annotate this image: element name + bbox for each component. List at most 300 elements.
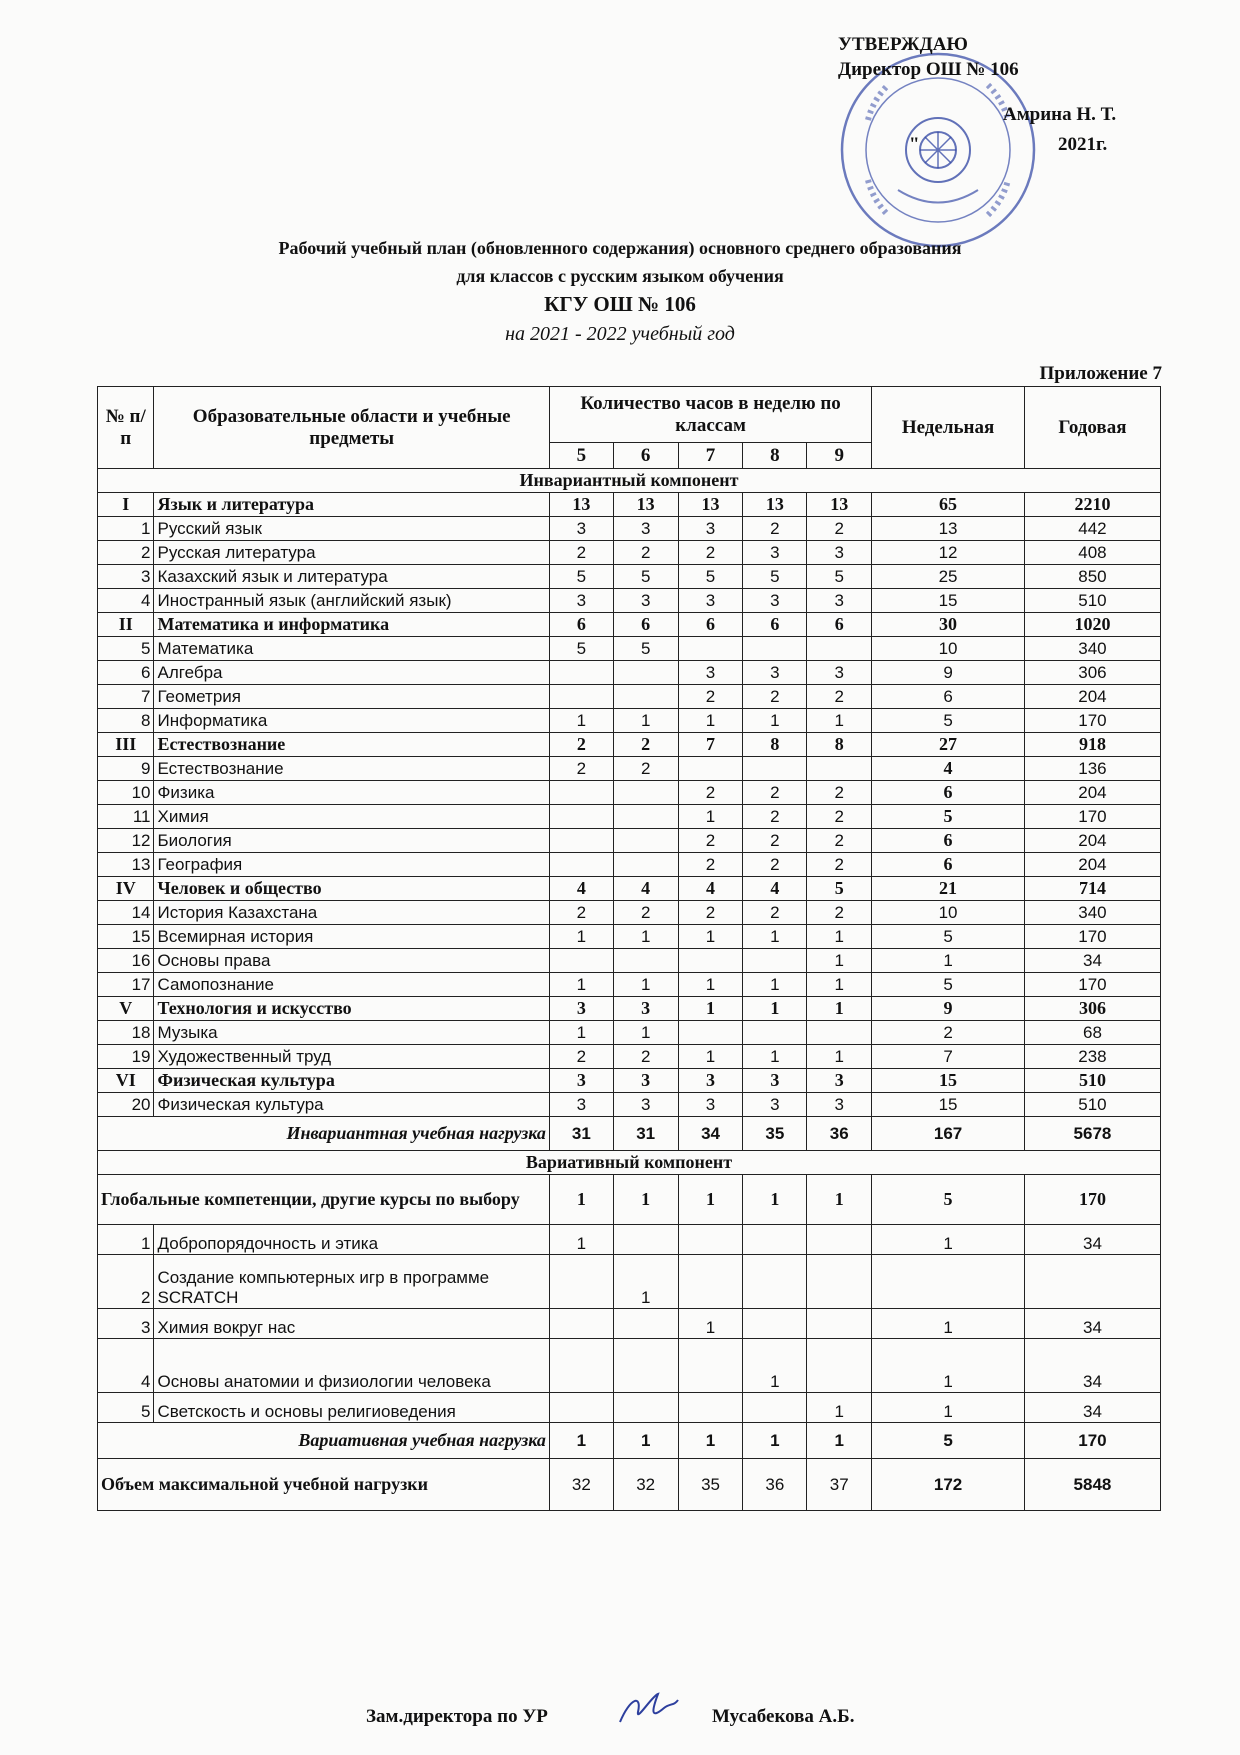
grade-hours-cell: 3 — [678, 1093, 743, 1117]
weekly-total-cell: 2 — [872, 1021, 1025, 1045]
grade-hours-cell: 3 — [613, 517, 678, 541]
weekly-total-cell: 5 — [872, 805, 1025, 829]
grade-hours-cell — [743, 637, 807, 661]
row-number: 19 — [98, 1045, 154, 1069]
grade-hours-cell — [743, 949, 807, 973]
grade-hours-cell: 2 — [678, 901, 743, 925]
header-annual: Годовая — [1024, 387, 1160, 469]
weekly-total-cell: 12 — [872, 541, 1025, 565]
subject-name: Создание компьютерных игр в программе SCRATCH — [154, 1255, 549, 1309]
weekly-total-cell: 10 — [872, 637, 1025, 661]
subject-name: Светскость и основы религиоведения — [154, 1393, 549, 1423]
subject-name: Алгебра — [154, 661, 549, 685]
weekly-total-cell: 9 — [872, 661, 1025, 685]
grade-hours-cell: 1 — [613, 1255, 678, 1309]
row-number: 11 — [98, 805, 154, 829]
subject-row — [98, 661, 1161, 685]
annual-total-cell: 170 — [1024, 805, 1160, 829]
footer-name: Мусабекова А.Б. — [712, 1706, 855, 1727]
grade-hours-cell — [549, 853, 613, 877]
grade-hours-cell: 35 — [678, 1459, 743, 1511]
row-number: I — [98, 493, 154, 517]
annual-total-cell — [1024, 1255, 1160, 1309]
grade-hours-cell: 1 — [549, 1021, 613, 1045]
subject-name: Химия вокруг нас — [154, 1309, 549, 1339]
grade-hours-cell: 1 — [678, 709, 743, 733]
weekly-total-cell: 21 — [872, 877, 1025, 901]
grade-hours-cell: 1 — [743, 1423, 807, 1459]
grade-hours-cell: 2 — [549, 541, 613, 565]
grade-hours-cell: 1 — [743, 997, 807, 1021]
weekly-total-cell: 6 — [872, 829, 1025, 853]
weekly-total-cell: 167 — [872, 1117, 1025, 1151]
subject-name: История Казахстана — [154, 901, 549, 925]
weekly-total-cell: 6 — [872, 685, 1025, 709]
grade-hours-cell: 2 — [613, 541, 678, 565]
annual-total-cell: 340 — [1024, 637, 1160, 661]
elective-row — [98, 1225, 1161, 1255]
grade-hours-cell: 1 — [807, 1175, 872, 1225]
invariant-component-title: Инвариантный компонент — [98, 469, 1161, 493]
subject-name: Основы анатомии и физиологии человека — [154, 1339, 549, 1393]
grade-hours-cell: 5 — [549, 565, 613, 589]
invariant-total-label: Инвариантная учебная нагрузка — [98, 1117, 550, 1151]
grade-hours-cell: 13 — [678, 493, 743, 517]
grade-hours-cell — [549, 805, 613, 829]
annual-total-cell: 34 — [1024, 1339, 1160, 1393]
grade-hours-cell: 36 — [743, 1459, 807, 1511]
annual-total-cell: 170 — [1024, 925, 1160, 949]
row-number: V — [98, 997, 154, 1021]
row-number: IV — [98, 877, 154, 901]
subject-row — [98, 781, 1161, 805]
grade-hours-cell: 3 — [678, 517, 743, 541]
annual-total-cell: 68 — [1024, 1021, 1160, 1045]
grade-hours-cell: 2 — [743, 829, 807, 853]
grade-hours-cell: 3 — [807, 1069, 872, 1093]
weekly-total-cell — [872, 1255, 1025, 1309]
approval-title: УТВЕРЖДАЮ — [838, 34, 968, 55]
grade-hours-cell — [807, 757, 872, 781]
annual-total-cell: 714 — [1024, 877, 1160, 901]
subject-row — [98, 973, 1161, 997]
grade-hours-cell: 1 — [613, 1423, 678, 1459]
grade-hours-cell: 2 — [613, 1045, 678, 1069]
grade-hours-cell: 2 — [678, 685, 743, 709]
grade-hours-cell: 3 — [613, 589, 678, 613]
variative-total-row — [98, 1423, 1161, 1459]
header-number: № п/п — [98, 387, 154, 469]
grade-hours-cell: 2 — [743, 901, 807, 925]
grade-hours-cell — [549, 661, 613, 685]
grade-hours-cell: 1 — [807, 1423, 872, 1459]
grade-hours-cell: 3 — [807, 541, 872, 565]
grade-hours-cell — [678, 1339, 743, 1393]
row-number: 12 — [98, 829, 154, 853]
grade-hours-cell: 4 — [549, 877, 613, 901]
grade-hours-cell — [743, 1225, 807, 1255]
grade-hours-cell — [678, 1393, 743, 1423]
annual-total-cell: 306 — [1024, 661, 1160, 685]
document-title-line2: для классов с русским языком обучения — [456, 266, 784, 286]
grade-hours-cell: 2 — [549, 757, 613, 781]
annual-total-cell: 34 — [1024, 1225, 1160, 1255]
weekly-total-cell: 15 — [872, 589, 1025, 613]
subject-row — [98, 517, 1161, 541]
grade-hours-cell: 2 — [743, 685, 807, 709]
weekly-total-cell: 5 — [872, 709, 1025, 733]
elective-row — [98, 1309, 1161, 1339]
annual-total-cell: 34 — [1024, 949, 1160, 973]
grade-hours-cell: 3 — [678, 661, 743, 685]
section-row — [98, 733, 1161, 757]
grade-hours-cell — [807, 1339, 872, 1393]
variative-total-label: Вариативная учебная нагрузка — [98, 1423, 550, 1459]
header-grade: 7 — [678, 443, 743, 469]
invariant-component-title-row — [98, 469, 1161, 493]
grade-hours-cell: 3 — [807, 1093, 872, 1117]
subject-name: Информатика — [154, 709, 549, 733]
section-name: Технология и искусство — [154, 997, 549, 1021]
section-row — [98, 1069, 1161, 1093]
grade-hours-cell: 1 — [549, 1225, 613, 1255]
grade-hours-cell: 2 — [549, 1045, 613, 1069]
grade-hours-cell: 2 — [678, 781, 743, 805]
weekly-total-cell: 25 — [872, 565, 1025, 589]
grade-hours-cell: 2 — [807, 853, 872, 877]
weekly-total-cell: 1 — [872, 1339, 1025, 1393]
subject-row — [98, 757, 1161, 781]
approval-date-quote: " — [909, 134, 920, 155]
grade-hours-cell: 3 — [807, 661, 872, 685]
subject-row — [98, 1045, 1161, 1069]
invariant-total-row — [98, 1117, 1161, 1151]
section-row — [98, 613, 1161, 637]
grade-hours-cell: 4 — [678, 877, 743, 901]
grade-hours-cell: 37 — [807, 1459, 872, 1511]
grade-hours-cell — [613, 1393, 678, 1423]
annual-total-cell: 340 — [1024, 901, 1160, 925]
subject-name: Естествознание — [154, 757, 549, 781]
grade-hours-cell: 7 — [678, 733, 743, 757]
grade-hours-cell: 3 — [549, 997, 613, 1021]
subject-row — [98, 541, 1161, 565]
grade-hours-cell: 6 — [743, 613, 807, 637]
row-number: 4 — [98, 1339, 154, 1393]
weekly-total-cell: 15 — [872, 1093, 1025, 1117]
grade-hours-cell — [549, 1255, 613, 1309]
grade-hours-cell: 36 — [807, 1117, 872, 1151]
approval-block — [838, 32, 1117, 155]
annual-total-cell: 34 — [1024, 1393, 1160, 1423]
subject-name: Добропорядочность и этика — [154, 1225, 549, 1255]
grade-hours-cell: 1 — [678, 925, 743, 949]
grade-hours-cell: 6 — [613, 613, 678, 637]
grade-hours-cell — [807, 1309, 872, 1339]
grade-hours-cell: 3 — [743, 589, 807, 613]
weekly-total-cell: 5 — [872, 925, 1025, 949]
row-number: 16 — [98, 949, 154, 973]
grade-hours-cell: 5 — [613, 637, 678, 661]
grade-hours-cell: 5 — [678, 565, 743, 589]
grade-hours-cell — [743, 1021, 807, 1045]
grade-hours-cell: 5 — [613, 565, 678, 589]
row-number: 7 — [98, 685, 154, 709]
grade-hours-cell: 1 — [743, 1045, 807, 1069]
grade-hours-cell — [613, 685, 678, 709]
grade-hours-cell: 2 — [743, 781, 807, 805]
grade-hours-cell: 1 — [807, 997, 872, 1021]
row-number: 18 — [98, 1021, 154, 1045]
section-row — [98, 997, 1161, 1021]
grade-hours-cell — [549, 781, 613, 805]
grade-hours-cell — [743, 1393, 807, 1423]
grade-hours-cell — [807, 1225, 872, 1255]
appendix-label: Приложение 7 — [1039, 363, 1162, 384]
annual-total-cell: 204 — [1024, 829, 1160, 853]
signature — [612, 1688, 682, 1730]
grade-hours-cell — [743, 1309, 807, 1339]
section-row — [98, 877, 1161, 901]
weekly-total-cell: 5 — [872, 1175, 1025, 1225]
grade-hours-cell: 1 — [743, 1175, 807, 1225]
annual-total-cell: 170 — [1024, 709, 1160, 733]
grade-hours-cell: 1 — [549, 1423, 613, 1459]
annual-total-cell: 170 — [1024, 973, 1160, 997]
annual-total-cell: 442 — [1024, 517, 1160, 541]
approval-director-name: Амрина Н. Т. — [1003, 104, 1117, 125]
grade-hours-cell: 3 — [743, 1069, 807, 1093]
row-number: 2 — [98, 541, 154, 565]
header-grade: 8 — [743, 443, 807, 469]
grade-hours-cell — [743, 757, 807, 781]
grade-hours-cell: 3 — [613, 1093, 678, 1117]
variative-header-row — [98, 1175, 1161, 1225]
grade-hours-cell: 1 — [807, 709, 872, 733]
grade-hours-cell: 3 — [743, 541, 807, 565]
grade-hours-cell: 3 — [549, 589, 613, 613]
grade-hours-cell: 5 — [807, 565, 872, 589]
header-hours-per-week: Количество часов в неделю по классам — [549, 387, 871, 443]
grade-hours-cell: 1 — [743, 925, 807, 949]
grade-hours-cell: 2 — [807, 805, 872, 829]
grade-hours-cell: 2 — [549, 733, 613, 757]
section-name: Математика и информатика — [154, 613, 549, 637]
annual-total-cell: 5848 — [1024, 1459, 1160, 1511]
grade-hours-cell: 2 — [678, 853, 743, 877]
grade-hours-cell: 3 — [678, 1069, 743, 1093]
grade-hours-cell — [678, 1255, 743, 1309]
document-school-name: КГУ ОШ № 106 — [544, 292, 696, 316]
grade-hours-cell: 1 — [807, 1393, 872, 1423]
subject-row — [98, 709, 1161, 733]
annual-total-cell: 306 — [1024, 997, 1160, 1021]
subject-name: Иностранный язык (английский язык) — [154, 589, 549, 613]
subject-name: Всемирная история — [154, 925, 549, 949]
grade-hours-cell: 13 — [549, 493, 613, 517]
grade-hours-cell: 13 — [743, 493, 807, 517]
annual-total-cell: 918 — [1024, 733, 1160, 757]
subject-name: Химия — [154, 805, 549, 829]
grade-hours-cell: 6 — [549, 613, 613, 637]
elective-row — [98, 1339, 1161, 1393]
grade-hours-cell — [807, 637, 872, 661]
curriculum-table — [97, 386, 1161, 1511]
subject-row — [98, 589, 1161, 613]
grade-hours-cell: 1 — [549, 973, 613, 997]
weekly-total-cell: 5 — [872, 973, 1025, 997]
grade-hours-cell — [678, 637, 743, 661]
approval-position: Директор ОШ № 106 — [838, 59, 1019, 80]
grade-hours-cell: 1 — [613, 973, 678, 997]
header-grade: 9 — [807, 443, 872, 469]
grade-hours-cell — [613, 1225, 678, 1255]
grade-hours-cell: 13 — [613, 493, 678, 517]
grade-hours-cell: 1 — [743, 973, 807, 997]
subject-row — [98, 901, 1161, 925]
weekly-total-cell: 6 — [872, 781, 1025, 805]
row-number: 3 — [98, 1309, 154, 1339]
grade-hours-cell — [678, 757, 743, 781]
section-row — [98, 493, 1161, 517]
approval-date: 2021г. — [1058, 134, 1108, 155]
annual-total-cell: 136 — [1024, 757, 1160, 781]
grade-hours-cell: 3 — [549, 1093, 613, 1117]
subject-name: Русский язык — [154, 517, 549, 541]
grade-hours-cell: 35 — [743, 1117, 807, 1151]
grade-hours-cell: 31 — [549, 1117, 613, 1151]
grade-hours-cell — [549, 829, 613, 853]
grade-hours-cell: 1 — [678, 1175, 743, 1225]
grade-hours-cell — [807, 1255, 872, 1309]
grade-hours-cell: 2 — [613, 757, 678, 781]
subject-name: Биология — [154, 829, 549, 853]
grade-hours-cell — [743, 1255, 807, 1309]
subject-name: Математика — [154, 637, 549, 661]
row-number: 5 — [98, 637, 154, 661]
grade-hours-cell: 4 — [743, 877, 807, 901]
grade-hours-cell: 32 — [613, 1459, 678, 1511]
row-number: 4 — [98, 589, 154, 613]
max-load-row — [98, 1459, 1161, 1511]
grade-hours-cell: 2 — [807, 685, 872, 709]
grade-hours-cell: 1 — [678, 1423, 743, 1459]
grade-hours-cell — [678, 1225, 743, 1255]
annual-total-cell: 510 — [1024, 589, 1160, 613]
elective-row — [98, 1393, 1161, 1423]
grade-hours-cell — [678, 949, 743, 973]
variative-header-label: Глобальные компетенции, другие курсы по выбору — [98, 1175, 550, 1225]
subject-row — [98, 949, 1161, 973]
header-grade: 5 — [549, 443, 613, 469]
grade-hours-cell: 2 — [613, 901, 678, 925]
row-number: 6 — [98, 661, 154, 685]
grade-hours-cell: 6 — [807, 613, 872, 637]
row-number: 15 — [98, 925, 154, 949]
weekly-total-cell: 30 — [872, 613, 1025, 637]
grade-hours-cell — [613, 781, 678, 805]
grade-hours-cell: 1 — [807, 925, 872, 949]
grade-hours-cell: 2 — [743, 805, 807, 829]
subject-row — [98, 925, 1161, 949]
grade-hours-cell: 3 — [613, 1069, 678, 1093]
grade-hours-cell — [678, 1021, 743, 1045]
grade-hours-cell: 2 — [613, 733, 678, 757]
grade-hours-cell: 5 — [807, 877, 872, 901]
grade-hours-cell — [807, 1021, 872, 1045]
row-number: 8 — [98, 709, 154, 733]
grade-hours-cell: 1 — [807, 1045, 872, 1069]
grade-hours-cell — [613, 853, 678, 877]
grade-hours-cell: 2 — [743, 853, 807, 877]
header-subjects: Образовательные области и учебные предметы — [154, 387, 549, 469]
section-name: Физическая культура — [154, 1069, 549, 1093]
grade-hours-cell: 1 — [807, 949, 872, 973]
weekly-total-cell: 172 — [872, 1459, 1025, 1511]
weekly-total-cell: 1 — [872, 949, 1025, 973]
variative-component-title-row — [98, 1151, 1161, 1175]
section-name: Человек и общество — [154, 877, 549, 901]
weekly-total-cell: 13 — [872, 517, 1025, 541]
grade-hours-cell: 1 — [549, 709, 613, 733]
grade-hours-cell: 3 — [549, 1069, 613, 1093]
max-load-label: Объем максимальной учебной нагрузки — [98, 1459, 550, 1511]
grade-hours-cell: 3 — [743, 661, 807, 685]
subject-row — [98, 829, 1161, 853]
grade-hours-cell: 2 — [743, 517, 807, 541]
grade-hours-cell: 3 — [678, 589, 743, 613]
row-number: 17 — [98, 973, 154, 997]
row-number: 3 — [98, 565, 154, 589]
grade-hours-cell: 1 — [549, 925, 613, 949]
row-number: 9 — [98, 757, 154, 781]
grade-hours-cell — [613, 949, 678, 973]
grade-hours-cell: 1 — [743, 709, 807, 733]
weekly-total-cell: 1 — [872, 1393, 1025, 1423]
annual-total-cell: 510 — [1024, 1093, 1160, 1117]
weekly-total-cell: 27 — [872, 733, 1025, 757]
grade-hours-cell: 1 — [549, 1175, 613, 1225]
weekly-total-cell: 1 — [872, 1225, 1025, 1255]
annual-total-cell: 170 — [1024, 1423, 1160, 1459]
grade-hours-cell: 3 — [807, 589, 872, 613]
annual-total-cell: 2210 — [1024, 493, 1160, 517]
annual-total-cell: 408 — [1024, 541, 1160, 565]
document-academic-year: на 2021 - 2022 учебный год — [505, 323, 735, 345]
grade-hours-cell — [613, 829, 678, 853]
subject-name: География — [154, 853, 549, 877]
grade-hours-cell: 32 — [549, 1459, 613, 1511]
grade-hours-cell: 2 — [807, 781, 872, 805]
elective-row — [98, 1255, 1161, 1309]
subject-row — [98, 565, 1161, 589]
grade-hours-cell — [549, 1339, 613, 1393]
row-number: 14 — [98, 901, 154, 925]
grade-hours-cell: 2 — [807, 829, 872, 853]
header-grade: 6 — [613, 443, 678, 469]
grade-hours-cell: 1 — [807, 973, 872, 997]
grade-hours-cell: 8 — [743, 733, 807, 757]
annual-total-cell: 170 — [1024, 1175, 1160, 1225]
grade-hours-cell: 3 — [743, 1093, 807, 1117]
row-number: 13 — [98, 853, 154, 877]
annual-total-cell: 204 — [1024, 853, 1160, 877]
grade-hours-cell: 1 — [613, 1175, 678, 1225]
weekly-total-cell: 65 — [872, 493, 1025, 517]
grade-hours-cell: 3 — [613, 997, 678, 1021]
annual-total-cell: 238 — [1024, 1045, 1160, 1069]
subject-row — [98, 685, 1161, 709]
